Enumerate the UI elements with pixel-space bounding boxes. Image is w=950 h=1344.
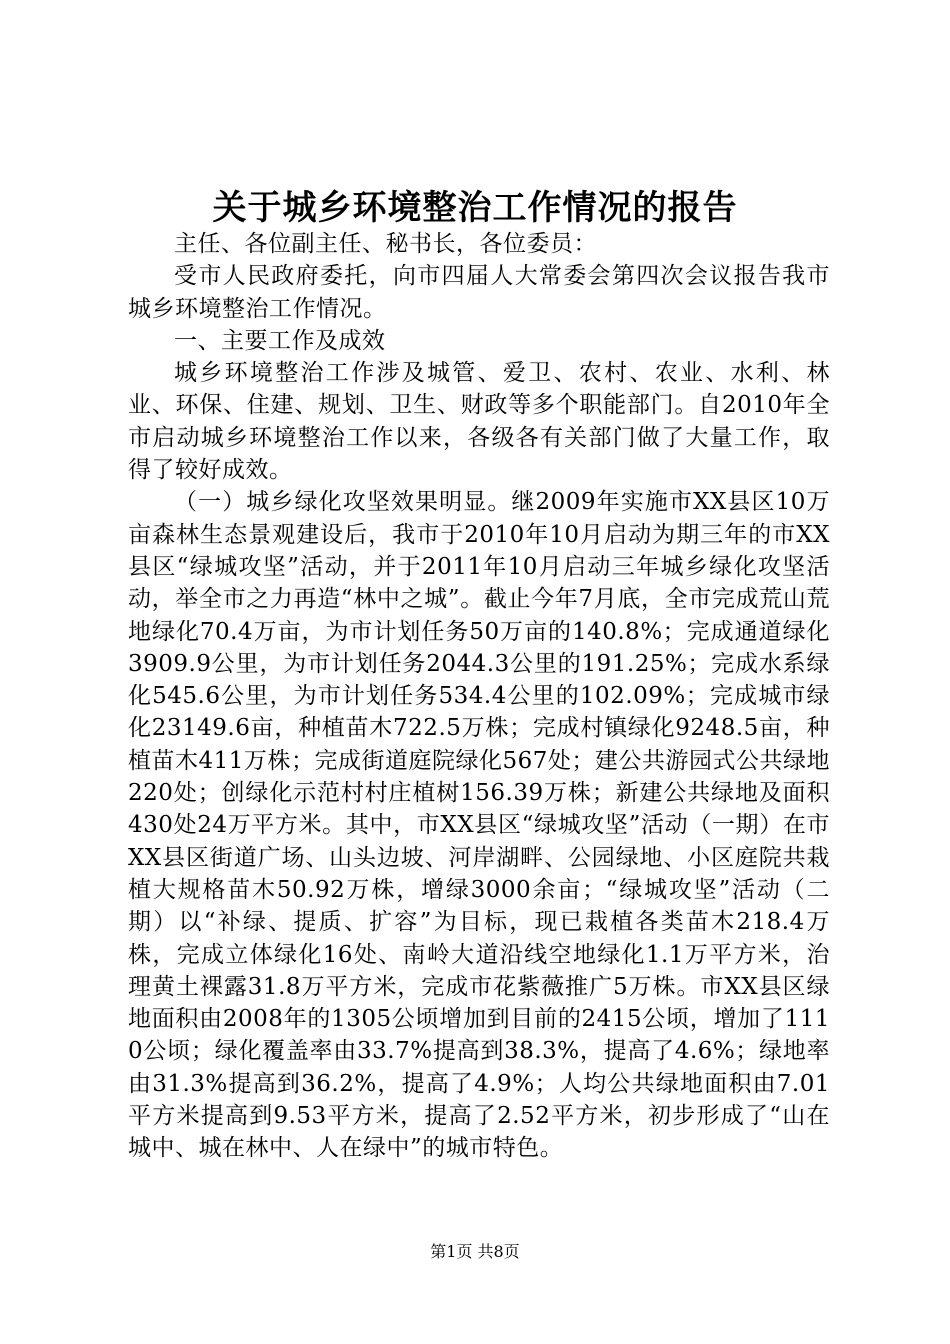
overview-paragraph: 城乡环境整治工作涉及城管、爱卫、农村、农业、水利、林业、环保、住建、规划、卫生、财政等多个职能部门。自2010年全市启动城乡环境整治工作以来，各级各有关部门做了大量工作，取得了较好成效。 — [128, 360, 830, 484]
document-title: 关于城乡环境整治工作情况的报告 — [212, 188, 738, 228]
greening-paragraph: （一）城乡绿化攻坚效果明显。继2009年实施市XX县区10万亩森林生态景观建设后，我市于2010年10月启动为期三年的市XX县区“绿城攻坚”活动，并于2011年10月启动三年城乡绿化攻坚活动，举全市之力再造“林中之城”。截止今年7月底，全市完成荒山荒地绿化70.4万亩，为市计划任务50万亩的140.8%；完成通道绿化3909.9公里，为市计划任务2044.3公里的191.25%；完成水系绿化545.6公里，为市计划任务534.4公里的102.09%；完成城市绿化23149.6亩，种植苗木722.5万株；完成村镇绿化9248.5亩，种植苗木411万株；完成街道庭院绿化567处；建公共游园式公共绿地220处；创绿化示范村村庄植树156.39万株；新建公共绿地及面积430处24万平方米。其中，市XX县区“绿城攻坚”活动（一期）在市XX县区街道广场、山头边坡、河岸湖畔、公园绿地、小区庭院共栽植大规格苗木50.92万株，增绿3000余亩；“绿城攻坚”活动（二期）以“补绿、提质、扩容”为目标，现已栽植各类苗木218.4万株，完成立体绿化16处、南岭大道沿线空地绿化1.1万平方米，治理黄土裸露31.8万平方米，完成市花紫薇推广5万株。市XX县区绿地面积由2008年的1305公顷增加到目前的2415公顷，增加了1110公顷；绿化覆盖率由33.7%提高到38.3%，提高了4.6%；绿地率由31.3%提高到36.2%，提高了4.9%；人均公共绿地面积由7.01平方米提高到9.53平方米，提高了2.52平方米，初步形成了“山在城中、城在林中、人在绿中”的城市特色。 — [128, 489, 830, 1162]
salutation-paragraph: 主任、各位副主任、秘书长，各位委员： — [174, 231, 597, 257]
page-footer: 第1页 共8页 — [430, 1242, 520, 1261]
intro-paragraph: 受市人民政府委托，向市四届人大常委会第四次会议报告我市城乡环境整治工作情况。 — [128, 263, 830, 322]
document-body — [128, 228, 830, 1165]
section-heading: 一、主要工作及成效 — [174, 327, 386, 354]
